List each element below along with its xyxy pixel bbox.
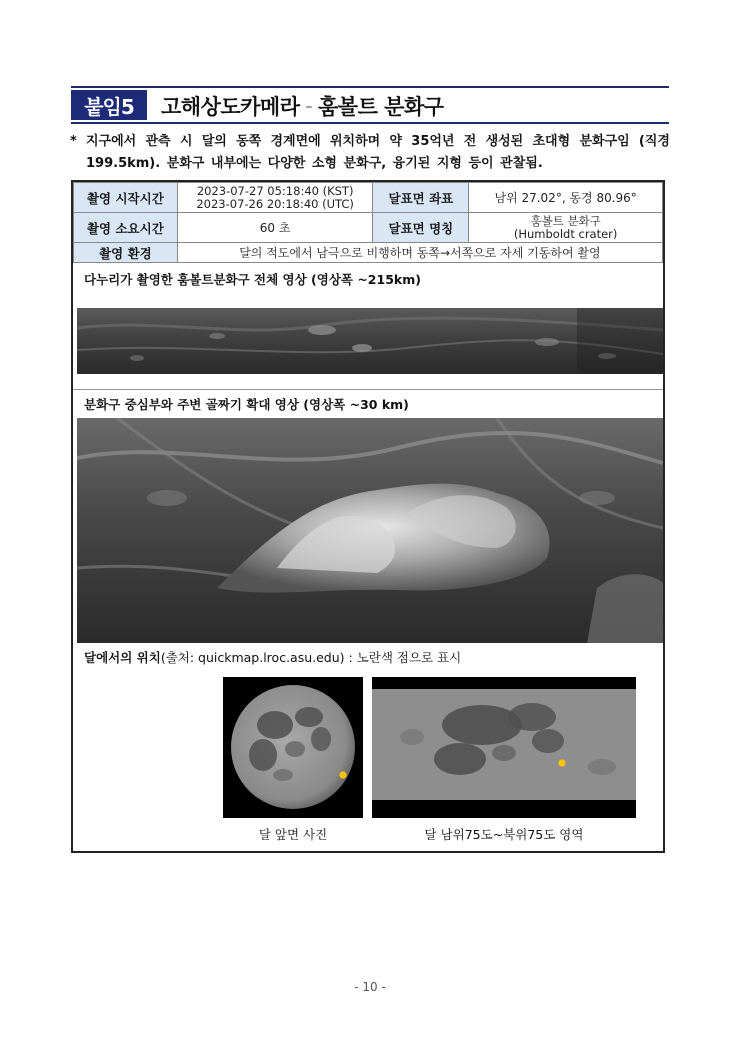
location-label-rest: (출처: quickmap.lroc.asu.edu) : 노란색 점으로 표시 bbox=[160, 650, 462, 665]
coord-value: 남위 27.02°, 동경 80.96° bbox=[469, 183, 663, 213]
header-top-rule bbox=[71, 86, 669, 88]
panorama-image bbox=[77, 308, 663, 374]
page-header bbox=[71, 86, 669, 124]
description-note bbox=[70, 131, 670, 175]
map-caption: 달 남위75도~북위75도 영역 bbox=[424, 827, 584, 842]
title-main: 고해상도카메라 bbox=[161, 95, 300, 119]
note-bullet: * bbox=[70, 134, 77, 149]
crater-closeup-label: 분화구 중심부와 주변 골짜기 확대 영상 (영상폭 ~30 km) bbox=[84, 397, 409, 412]
appendix-badge: 붙임5 bbox=[71, 90, 147, 120]
duration-label: 촬영 소요시간 bbox=[74, 213, 178, 243]
crater-closeup-graphic bbox=[77, 418, 663, 643]
moon-map-image bbox=[372, 677, 636, 818]
location-marker-map bbox=[558, 759, 565, 766]
coord-label: 달표면 좌표 bbox=[373, 183, 469, 213]
page-number: - 10 - bbox=[354, 980, 386, 994]
content-frame bbox=[71, 180, 665, 853]
page-title bbox=[161, 91, 444, 121]
location-label-bold: 달에서의 위치 bbox=[84, 650, 161, 665]
moon-caption: 달 앞면 사진 bbox=[258, 827, 328, 842]
title-dash: – bbox=[305, 99, 313, 115]
location-marker-moon bbox=[339, 771, 346, 778]
header-bottom-rule bbox=[71, 122, 669, 124]
name-en: (Humboldt crater) bbox=[513, 226, 618, 241]
section-divider bbox=[73, 389, 663, 390]
start-time-value bbox=[177, 183, 373, 213]
duration-value: 60 초 bbox=[177, 213, 373, 243]
moon-near-side-image bbox=[223, 677, 363, 818]
env-value: 달의 적도에서 남극으로 비행하며 동쪽→서쪽으로 자세 기동하여 촬영 bbox=[177, 243, 662, 263]
moon-near-side-graphic bbox=[223, 677, 363, 818]
title-sub: 훔볼트 분화구 bbox=[318, 95, 444, 119]
capture-info-table bbox=[73, 182, 663, 263]
name-value bbox=[469, 213, 663, 243]
moon-map-graphic bbox=[372, 677, 636, 818]
start-time-utc: 2023-07-26 20:18:40 (UTC) bbox=[196, 196, 354, 211]
panorama-image-graphic bbox=[77, 308, 663, 374]
panorama-label: 다누리가 촬영한 훔볼트분화구 전체 영상 (영상폭 ~215km) bbox=[84, 272, 421, 287]
name-label: 달표면 명칭 bbox=[373, 213, 469, 243]
env-label: 촬영 환경 bbox=[74, 243, 178, 263]
start-time-label: 촬영 시작시간 bbox=[74, 183, 178, 213]
location-label bbox=[84, 648, 461, 666]
note-text: 지구에서 관측 시 달의 동쪽 경계면에 위치하며 약 35억년 전 생성된 초대형 분화구임 (직경 199.5km). 분화구 내부에는 다양한 소형 분화구, 융기된 지형 등이 관찰됨. bbox=[86, 134, 670, 171]
start-time-kst: 2023-07-27 05:18:40 (KST) bbox=[196, 183, 354, 198]
crater-closeup-image bbox=[77, 418, 663, 643]
name-ko: 훔볼트 분화구 bbox=[530, 213, 601, 228]
